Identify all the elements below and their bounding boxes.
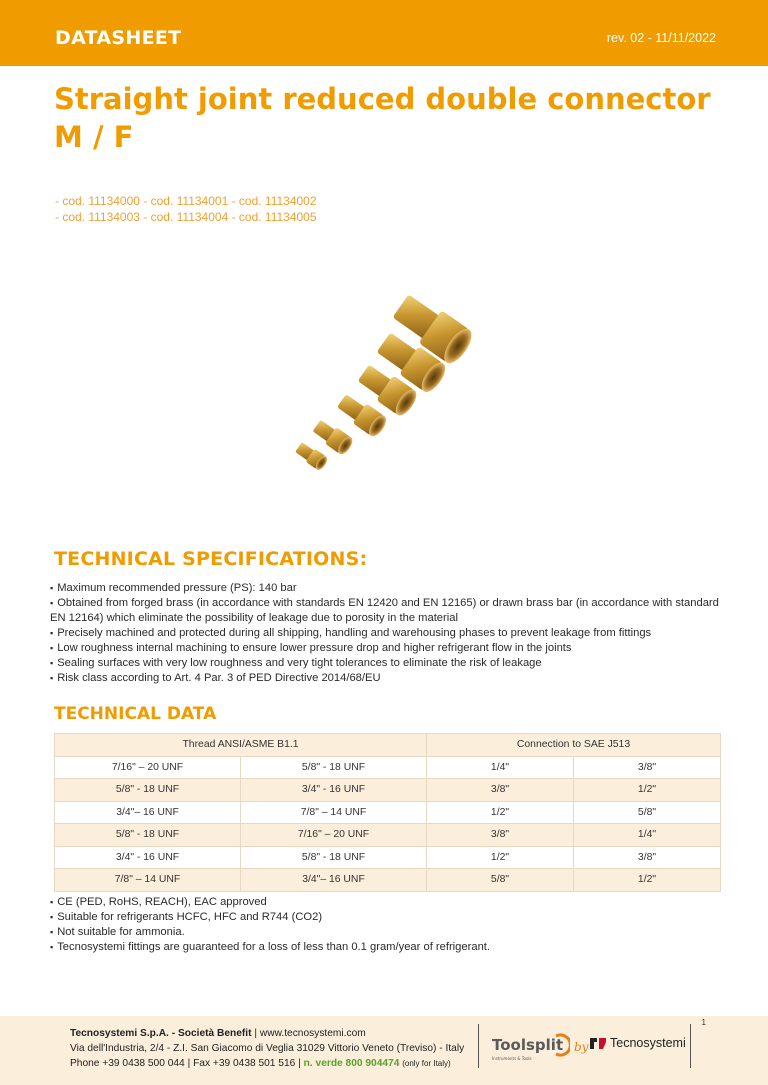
- tecnosystemi-logo-text: Tecnosystemi: [610, 1036, 686, 1050]
- table-row: [55, 869, 721, 892]
- header-connection: Connection to SAE J513: [427, 734, 721, 757]
- note-item: ▪ Suitable for refrigerants HCFC, HFC and R744 (CO2): [50, 910, 730, 925]
- table-row: [55, 824, 721, 847]
- table-cell: 7/8" – 14 UNF: [55, 869, 241, 892]
- technical-data-heading: TECHNICAL DATA: [54, 704, 217, 724]
- spec-list: [50, 581, 722, 686]
- spec-item: ▪ Sealing surfaces with very low roughness and very tight tolerances to eliminate the risk of leakage: [50, 656, 722, 671]
- spec-item: ▪ Maximum recommended pressure (PS): 140 bar: [50, 581, 722, 596]
- note-item: ▪ CE (PED, RoHS, REACH), EAC approved: [50, 895, 730, 910]
- table-cell: 1/2": [427, 846, 574, 869]
- technical-specifications-heading: TECHNICAL SPECIFICATIONS:: [54, 548, 368, 570]
- table-cell: 1/2": [573, 869, 720, 892]
- table-cell: 3/8": [573, 756, 720, 779]
- table-cell: 5/8": [573, 801, 720, 824]
- table-row: [55, 756, 721, 779]
- table-cell: 7/16" – 20 UNF: [241, 824, 427, 847]
- table-cell: 3/4"– 16 UNF: [241, 869, 427, 892]
- phone: Phone +39 0438 500 044: [70, 1058, 185, 1069]
- logo-by: by: [574, 1040, 589, 1054]
- table-cell: 5/8": [427, 869, 574, 892]
- table-cell: 5/8" - 18 UNF: [241, 756, 427, 779]
- table-cell: 7/8" – 14 UNF: [241, 801, 427, 824]
- codes-line-1: - cod. 11134000 - cod. 11134001 - cod. 11134002: [55, 194, 317, 208]
- codes-line-2: - cod. 11134003 - cod. 11134004 - cod. 11134005: [55, 210, 317, 224]
- page-number: 1: [701, 1018, 706, 1027]
- address: Via dell'Industria, 2/4 - Z.I. San Giacomo di Veglia 31029 Vittorio Veneto (Treviso) - Italy: [70, 1043, 465, 1054]
- spec-item: ▪ Low roughness internal machining to ensure lower pressure drop and higher refrigerant flow in the joints: [50, 641, 722, 656]
- table-header-row: [55, 734, 721, 757]
- page-title: [54, 80, 714, 156]
- table-cell: 3/8": [573, 846, 720, 869]
- table-cell: 3/4" - 16 UNF: [55, 846, 241, 869]
- fax: Fax +39 0438 501 516: [193, 1058, 296, 1069]
- table-cell: 5/8" - 18 UNF: [55, 779, 241, 802]
- table-cell: 3/4" - 16 UNF: [241, 779, 427, 802]
- table-cell: 7/16" – 20 UNF: [55, 756, 241, 779]
- website-link[interactable]: www.tecnosystemi.com: [259, 1028, 366, 1039]
- table-cell: 5/8" - 18 UNF: [241, 846, 427, 869]
- note-item: ▪ Tecnosystemi fittings are guaranteed for a loss of less than 0.1 gram/year of refrigerant.: [50, 940, 730, 955]
- svg-text:Instruments & Tools: Instruments & Tools: [492, 1056, 532, 1061]
- table-cell: 3/8": [427, 824, 574, 847]
- separator: |: [254, 1028, 260, 1039]
- note-item: ▪ Not suitable for ammonia.: [50, 925, 730, 940]
- fitting-6: [294, 440, 329, 471]
- notes-list: [50, 895, 730, 955]
- company-name: Tecnosystemi S.p.A. - Società Benefit: [70, 1028, 252, 1039]
- footer-divider: [690, 1024, 691, 1068]
- spec-item: ▪ Risk class according to Art. 4 Par. 3 of PED Directive 2014/68/EU: [50, 671, 722, 686]
- product-codes: [55, 193, 317, 225]
- table-row: [55, 779, 721, 802]
- table-row: [55, 846, 721, 869]
- title-line-2: M / F: [54, 120, 134, 154]
- header-thread: Thread ANSI/ASME B1.1: [55, 734, 427, 757]
- datasheet-label: DATASHEET: [55, 27, 182, 49]
- svg-text:Toolsplit: Toolsplit: [492, 1036, 564, 1054]
- product-image: [285, 285, 495, 485]
- table-cell: 5/8" - 18 UNF: [55, 824, 241, 847]
- table-cell: 1/2": [427, 801, 574, 824]
- table-row: [55, 801, 721, 824]
- table-cell: 3/8": [427, 779, 574, 802]
- table-cell: 1/4": [573, 824, 720, 847]
- toolsplit-logo: [490, 1030, 570, 1064]
- footer-contact: Tecnosystemi S.p.A. - Società Benefit | www.tecnosystemi.com Via dell'Industria, 2/4 - Z.I. San Giacomo di Veglia 31029 Vittorio Veneto (Treviso) - Italy Phone +39 0438 500 044 | Fax +39 0438 501 516 | n. verde 800 904474 (only for Italy): [70, 1028, 465, 1069]
- header-bar: [0, 0, 768, 66]
- footer-divider: [478, 1024, 479, 1068]
- tecnosystemi-logo: [590, 1036, 686, 1050]
- spec-item: ▪ Precisely machined and protected during all shipping, handling and warehousing phases to prevent leakage from fittings: [50, 626, 722, 641]
- table-cell: 3/4"– 16 UNF: [55, 801, 241, 824]
- title-line-1: Straight joint reduced double connector: [54, 82, 711, 116]
- toll-free: n. verde 800 904474: [303, 1058, 400, 1069]
- spec-item: ▪ Obtained from forged brass (in accordance with standards EN 12420 and EN 12165) or drawn brass bar (in accordance with standard EN 12164) which eliminate the possibility of leakage due to porosity in the material: [50, 596, 722, 626]
- revision-date: rev. 02 - 11/11/2022: [606, 31, 716, 45]
- technical-data-table: [54, 733, 721, 892]
- toll-free-note: (only for Italy): [402, 1059, 451, 1068]
- tecnosystemi-mark-icon: [590, 1036, 606, 1050]
- table-cell: 1/4": [427, 756, 574, 779]
- table-cell: 1/2": [573, 779, 720, 802]
